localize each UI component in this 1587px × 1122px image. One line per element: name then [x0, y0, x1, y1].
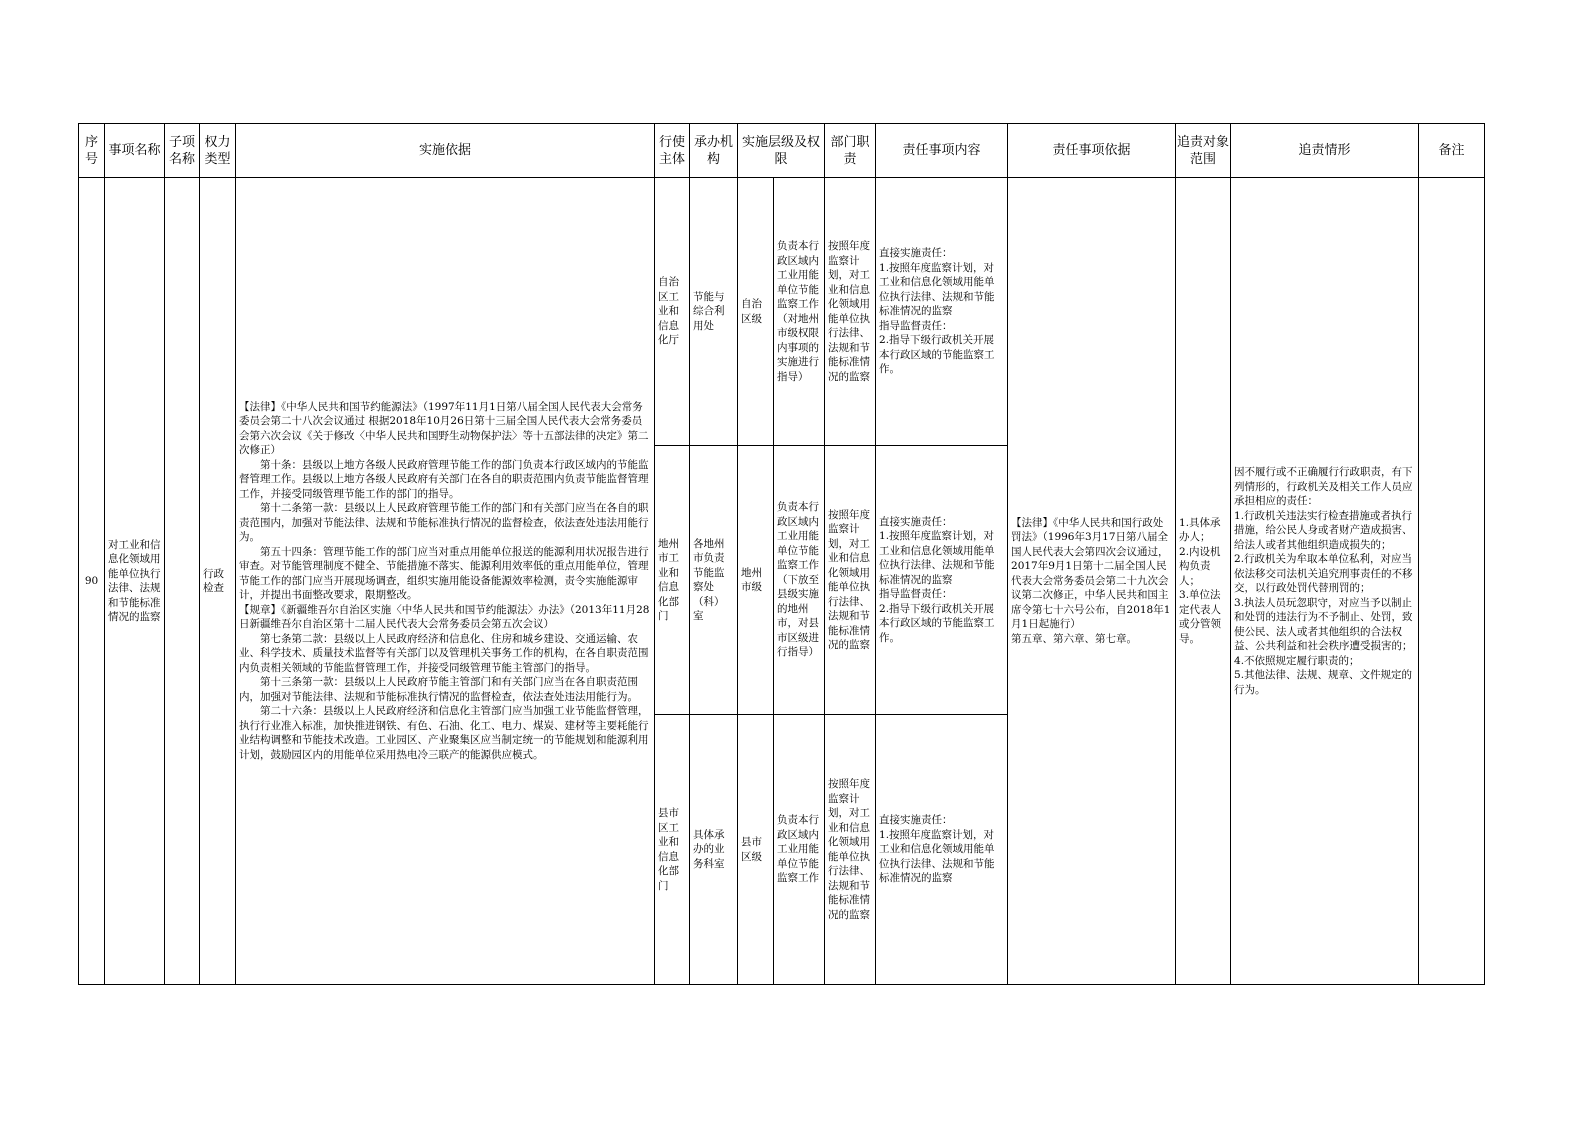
basis-paragraph: 第十二条第一款：县级以上人民政府管理节能工作的部门和有关部门应当在各自的职责范围内，加强对节能法律、法规和节能标准执行情况的监督检查，依法查处违法用能行为。	[239, 502, 649, 544]
header-acc-cases: 追责情形	[1231, 124, 1419, 178]
basis-cell	[236, 178, 655, 985]
header-item-name: 事项名称	[105, 124, 165, 178]
resp-content-cell: 直接实施责任： 1.按照年度监察计划，对工业和信息化领域用能单位执行法律、法规和节能标准情况的监察 指导监督责任： 2.指导下级行政机关开展本行政区域的节能监察工作。	[876, 446, 1008, 715]
basis-paragraph: 第十条：县级以上地方各级人民政府管理节能工作的部门负责本行政区域内的节能监督管理工作。县级以上地方各级人民政府有关部门在各自的职责范围内负责节能监督管理工作，并接受同级管理节能工作的部门的指导。	[239, 458, 649, 500]
header-resp-content: 责任事项内容	[876, 124, 1008, 178]
header-level: 实施层级及权限	[738, 124, 825, 178]
basis-paragraph: 第五十四条：管理节能工作的部门应当对重点用能单位报送的能源利用状况报告进行审查。对节能管理制度不健全、节能措施不落实、能源利用效率低的重点用能单位，管理节能工作的部门应当开展现场调查，组织实施用能设备能源效率检测，责令实施能源审计，并提出书面整改要求，限期整改。	[239, 545, 649, 602]
header-basis: 实施依据	[236, 124, 655, 178]
level-cell: 县市区级	[738, 715, 774, 985]
basis-paragraph: 【法律】《中华人民共和国节约能源法》（1997年11月1日第八届全国人民代表大会常务委员会第二十八次会议通过 根据2018年10月26日第十三届全国人民代表大会常务委员会第六次会议《关于修改〈中华人民共和国野生动物保护法〉等十五部法律的决定》第二次修正）	[239, 400, 649, 457]
resp-content-cell: 直接实施责任： 1.按照年度监察计划，对工业和信息化领域用能单位执行法律、法规和节能标准情况的监察 指导监督责任： 2.指导下级行政机关开展本行政区域的节能监察工作。	[876, 178, 1008, 446]
authority-cell: 负责本行政区域内工业用能单位节能监察工作（对地州市级权限内事项的实施进行指导）	[774, 178, 825, 446]
dept-cell: 各地州市负责节能监察处（科）室	[690, 446, 738, 715]
remark-cell	[1419, 178, 1485, 985]
header-subject: 行使主体	[655, 124, 690, 178]
basis-paragraph: 第二十六条：县级以上人民政府经济和信息化主管部门应当加强工业节能监督管理，执行行业准入标准，加快推进钢铁、有色、石油、化工、电力、煤炭、建材等主要耗能行业结构调整和节能技术改造。工业园区、产业聚集区应当制定统一的节能规划和能源利用计划，鼓励园区内的用能单位采用热电冷三联产的能源供应模式。	[239, 705, 649, 761]
header-power-type: 权力类型	[200, 124, 236, 178]
subject-cell: 自治区工业和信息化厅	[655, 178, 690, 446]
header-seq: 序号	[79, 124, 105, 178]
header-row	[79, 124, 1485, 178]
header-acc-scope: 追责对象范围	[1176, 124, 1231, 178]
level-cell: 地州市级	[738, 446, 774, 715]
seq-cell: 90	[79, 178, 105, 985]
header-remark: 备注	[1419, 124, 1485, 178]
table-row	[79, 178, 1485, 446]
authority-cell: 负责本行政区域内工业用能单位节能监察工作（下放至县级实施的地州市，对县市区级进行指导）	[774, 446, 825, 715]
header-resp-basis: 责任事项依据	[1008, 124, 1176, 178]
resp-content-cell: 直接实施责任： 1.按照年度监察计划，对工业和信息化领域用能单位执行法律、法规和节能标准情况的监察	[876, 715, 1008, 985]
dept-cell: 具体承办的业务科室	[690, 715, 738, 985]
acc-scope-cell: 1.具体承办人； 2.内设机构负责人； 3.单位法定代表人或分管领导。	[1176, 178, 1231, 985]
acc-cases-cell: 因不履行或不正确履行行政职责，有下列情形的，行政机关及相关工作人员应承担相应的责任： 1.行政机关违法实行检查措施或者执行措施，给公民人身或者财产造成损害、给法人或者其他组织造成损失的； 2.行政机关为牟取本单位私利，对应当依法移交司法机关追究刑事责任的不移交，以行政处罚代替刑罚的； 3.执法人员玩忽职守，对应当予以制止和处罚的违法行为不予制止、处罚，致使公民、法人或者其他组织的合法权益、公共利益和社会秩序遭受损害的； 4.不依照规定履行职责的； 5.其他法律、法规、规章、文件规定的行为。	[1231, 178, 1419, 985]
basis-paragraph: 【规章】《新疆维吾尔自治区实施〈中华人民共和国节约能源法〉办法》（2013年11月28日新疆维吾尔自治区第十二届人民代表大会常务委员会第五次会议）	[239, 603, 650, 631]
dept-cell: 节能与综合利用处	[690, 178, 738, 446]
authority-cell: 负责本行政区域内工业用能单位节能监察工作	[774, 715, 825, 985]
header-duty: 部门职责	[825, 124, 876, 178]
duty-cell: 按照年度监察计划，对工业和信息化领域用能单位执行法律、法规和节能标准情况的监察	[825, 446, 876, 715]
basis-paragraph: 第七条第二款：县级以上人民政府经济和信息化、住房和城乡建设、交通运输、农业、科学技术、质量技术监督等有关部门以及管理机关事务工作的机构，在各自职责范围内负责相关领域的节能监督管理工作，并接受同级管理节能主管部门的指导。	[239, 632, 649, 674]
sub-item-name-cell	[165, 178, 200, 985]
authority-list-table	[78, 123, 1485, 985]
resp-basis-cell: 【法律】《中华人民共和国行政处罚法》（1996年3月17日第八届全国人民代表大会第四次会议通过，2017年9月1日第十二届全国人民代表大会常务委员会第二十九次会议第二次修正，中华人民共和国主席令第七十六号公布，自2018年1月1日起施行） 第五章、第六章、第七章。	[1008, 178, 1176, 985]
header-dept: 承办机构	[690, 124, 738, 178]
subject-cell: 地州市工业和信息化部门	[655, 446, 690, 715]
header-sub-item-name: 子项名称	[165, 124, 200, 178]
duty-cell: 按照年度监察计划，对工业和信息化领域用能单位执行法律、法规和节能标准情况的监察	[825, 715, 876, 985]
duty-cell: 按照年度监察计划，对工业和信息化领域用能单位执行法律、法规和节能标准情况的监察	[825, 178, 876, 446]
subject-cell: 县市区工业和信息化部门	[655, 715, 690, 985]
level-cell: 自治区级	[738, 178, 774, 446]
item-name-cell: 对工业和信息化领域用能单位执行法律、法规和节能标准情况的监察	[105, 178, 165, 985]
basis-paragraph: 第十三条第一款：县级以上人民政府节能主管部门和有关部门应当在各自职责范围内，加强对节能法律、法规和节能标准执行情况的监督检查，依法查处违法用能行为。	[239, 676, 638, 703]
power-type-cell: 行政检查	[200, 178, 236, 985]
